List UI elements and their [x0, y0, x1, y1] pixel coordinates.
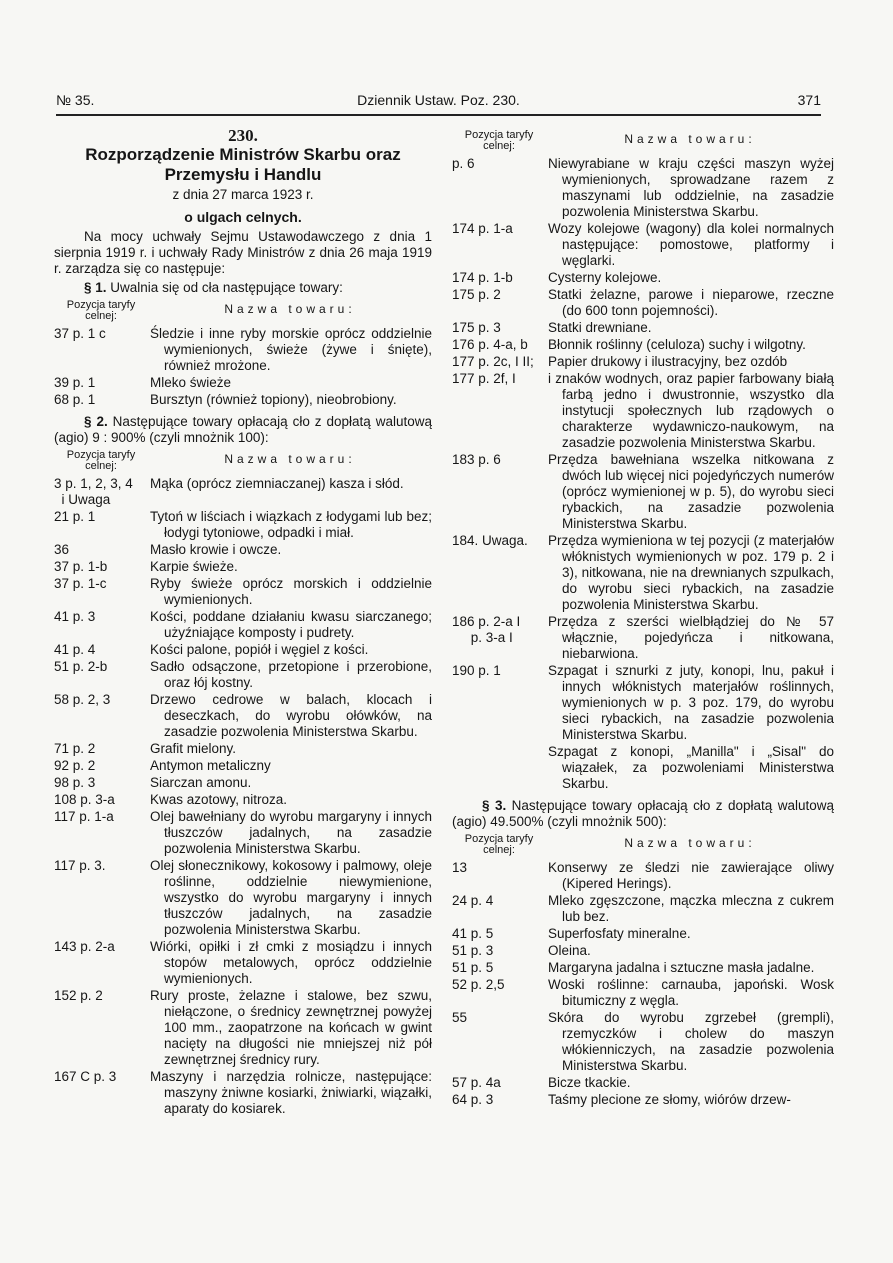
goods-name: Wozy kolejowe (wagony) dla kolei normalnych następujące: pomostowe, platformy i węglarki.: [548, 221, 834, 268]
tariff-position: 174 p. 1-b: [452, 270, 513, 285]
goods-name: Rury proste, żelazne i stalowe, bez szwu, niełączone, o średnicy zewnętrznej powyżej 100 mm., zaopatrzone na końcach w gwint nacięty na długości nie mniejszej niż pół zewnętrznej średnicy rury.: [150, 988, 432, 1067]
goods-name: Szpagat i sznurki z juty, konopi, lnu, pakuł i innych włóknistych materjałów roślinnych, wymienionych w p. 3 poz. 179, do wyrobu sieci rybackich, na zasadzie pozwolenia Ministerstwa Skarbu.: [548, 663, 834, 742]
table-row: [54, 659, 432, 691]
goods-name: Siarczan amonu.: [150, 775, 252, 790]
tariff-position: 175 p. 3: [452, 320, 501, 335]
goods-name: Olej słonecznikowy, kokosowy i palmowy, oleje roślinne, oddzielnie niewymienione, wszystko do wyrobu margaryny i innych tłuszczów jadalnych, na zasadzie pozwolenia Ministerstwa Skarbu.: [150, 858, 432, 937]
tariff-position: 55: [452, 1010, 468, 1025]
tariff-position: 13: [452, 860, 468, 875]
table-row: [54, 576, 432, 608]
goods-name: Tytoń w liściach i wiązkach z łodygami lub bez; łodygi tytoniowe, odpadki i miał.: [150, 509, 432, 540]
table-row: [54, 809, 432, 857]
tariff-position: 37 p. 1-c: [54, 576, 107, 591]
regulation-subject: o ulgach celnych.: [184, 209, 302, 225]
table-row: [452, 926, 834, 942]
table-row: [452, 663, 834, 743]
goods-name: Wiórki, opiłki i zł cmki z mosiądzu i innych stopów metalowych, oprócz oddzielnie wymienionych.: [150, 939, 432, 986]
tariff-position: 174 p. 1-a: [452, 221, 513, 236]
section-3-text: Następujące towary opłacają cło z dopłatą walutową (agio) 49.500% (czyli mnożnik 500):: [452, 798, 834, 829]
tariff-position: 176 p. 4-a, b: [452, 337, 528, 352]
goods-name: Błonnik roślinny (celuloza) suchy i wilgotny.: [548, 337, 806, 352]
table-header-name: Nazwa towaru:: [624, 132, 756, 146]
goods-name: Śledzie i inne ryby morskie oprócz oddzielnie wymienionych, świeże (żywe i śnięte), również mrożone.: [150, 326, 432, 373]
tariff-position: 51 p. 5: [452, 960, 494, 975]
table-row: [54, 375, 432, 391]
regulation-date: z dnia 27 marca 1923 r.: [172, 187, 314, 202]
goods-name: Grafit mielony.: [150, 741, 237, 756]
goods-name: Mleko zgęszczone, mączka mleczna z cukrem lub bez.: [548, 893, 834, 924]
table-header-position: Pozycja taryfy celnej:: [464, 129, 534, 152]
table-header: [54, 300, 432, 322]
table-header-position: Pozycja taryfy celnej:: [66, 449, 136, 472]
tariff-position: 152 p. 2: [54, 988, 103, 1003]
table-row: [452, 893, 834, 925]
table-row: [452, 1092, 834, 1108]
goods-name: Sadło odsączone, przetopione i przerobione, oraz łój kostny.: [150, 659, 432, 690]
section-1-text: Uwalnia się od cła następujące towary:: [110, 280, 343, 295]
table-row: [452, 371, 834, 451]
goods-name: Mleko świeże: [150, 375, 232, 390]
section-2-text: Następujące towary opłacają cło z dopłatą walutową (agio) 9 : 900% (czyli mnożnik 100):: [54, 414, 432, 445]
tariff-position: 117 p. 3.: [54, 858, 106, 873]
left-column: [54, 126, 432, 1118]
goods-name: Drzewo cedrowe w balach, klocach i deseczkach, do wyrobu ołówków, na zasadzie pozwolenia Ministerstwa Skarbu.: [150, 692, 432, 739]
tariff-position: 21 p. 1: [54, 509, 96, 524]
table-row: [54, 858, 432, 938]
tariff-position: 41 p. 4: [54, 642, 96, 657]
goods-name: Margaryna jadalna i sztuczne masła jadalne.: [548, 960, 815, 975]
goods-name: Statki żelazne, parowe i nieparowe, rzeczne (do 600 tonn pojemności).: [548, 287, 834, 318]
goods-name: Bursztyn (również topiony), nieobrobiony.: [150, 392, 397, 407]
table-row: [54, 939, 432, 987]
section-3-label: § 3.: [482, 798, 507, 813]
goods-name: Statki drewniane.: [548, 320, 652, 335]
tariff-position: 68 p. 1: [54, 392, 96, 407]
goods-name: Kości, poddane działaniu kwasu siarczanego; użyźniające komposty i pudrety.: [150, 609, 432, 640]
table-header-position: Pozycja taryfy celnej:: [66, 299, 136, 322]
continued-table: [452, 156, 834, 792]
tariff-position: 177 p. 2c, I II;: [452, 354, 534, 369]
tariff-position: 51 p. 3: [452, 943, 494, 958]
goods-name: Przędza bawełniana wszelka nitkowana z dwóch lub więcej nici pojedyńczych numerów (oprócz wymienionej w p. 5), do wyrobu sieci rybackich, na zasadzie pozwolenia Ministerstwa Skarbu.: [548, 452, 834, 531]
tariff-position: 190 p. 1: [452, 663, 501, 678]
intro-paragraph: Na mocy uchwały Sejmu Ustawodawczego z dnia 1 sierpnia 1919 r. i uchwały Rady Ministrów z dnia 26 maja 1919 r. zarządza się co następuje:: [54, 229, 432, 276]
goods-name: Woski roślinne: carnauba, japoński. Wosk bitumiczny z węgla.: [548, 977, 834, 1008]
section-3-paragraph: [452, 798, 834, 830]
table-row: [54, 792, 432, 808]
goods-name: Oleina.: [548, 943, 591, 958]
table-row: [54, 559, 432, 575]
section-3-table: [452, 860, 834, 1108]
tariff-position: 184. Uwaga.: [452, 533, 528, 548]
section-2-label: § 2.: [84, 414, 108, 429]
tariff-position: 177 p. 2f, I: [452, 371, 516, 386]
table-row: [54, 1069, 432, 1117]
goods-name: Konserwy ze śledzi nie zawierające oliwy (Kipered Herings).: [548, 860, 834, 891]
table-header: [54, 450, 432, 472]
goods-name: Mąka (oprócz ziemniaczanej) kasza i słód.: [150, 476, 404, 491]
table-row: [452, 860, 834, 892]
table-row: [452, 270, 834, 286]
table-row: [54, 476, 432, 508]
tariff-position: 117 p. 1-a: [54, 809, 114, 824]
table-header: [452, 130, 834, 152]
tariff-position: 41 p. 3: [54, 609, 96, 624]
tariff-position: 39 p. 1: [54, 375, 96, 390]
table-row: [54, 509, 432, 541]
table-row: [452, 1075, 834, 1091]
table-row: [452, 452, 834, 532]
table-row: [452, 943, 834, 959]
goods-name: Superfosfaty mineralne.: [548, 926, 691, 941]
tariff-position: 3 p. 1, 2, 3, 4 i Uwaga: [54, 476, 133, 507]
tariff-position: 41 p. 5: [452, 926, 494, 941]
table-row: [54, 642, 432, 658]
tariff-position: 108 p. 3-a: [54, 792, 115, 807]
table-row: [452, 354, 834, 370]
tariff-position: 36: [54, 542, 70, 557]
goods-name: Masło krowie i owcze.: [150, 542, 282, 557]
table-row: [54, 775, 432, 791]
table-row: [452, 614, 834, 662]
table-row: [452, 533, 834, 613]
table-row: [452, 287, 834, 319]
tariff-position: 167 C p. 3: [54, 1069, 117, 1084]
tariff-position: 37 p. 1-b: [54, 559, 108, 574]
goods-name: Cysterny kolejowe.: [548, 270, 662, 285]
table-row: [54, 609, 432, 641]
tariff-position: 183 p. 6: [452, 452, 501, 467]
section-2-table: [54, 476, 432, 1117]
section-1-label: § 1.: [84, 280, 107, 295]
table-header: [452, 834, 834, 856]
table-row: [452, 1010, 834, 1074]
tariff-position: 58 p. 2, 3: [54, 692, 111, 707]
goods-name: Skóra do wyrobu zgrzebeł (grempli), rzemyczków i cholew do maszyn włókienniczych, na zasadzie pozwolenia Ministerstwa Skarbu.: [548, 1010, 834, 1073]
tariff-position: 175 p. 2: [452, 287, 501, 302]
tariff-position: 143 p. 2-a: [54, 939, 115, 954]
tariff-position: 186 p. 2-a I p. 3-a I: [452, 614, 521, 645]
table-row: [54, 741, 432, 757]
goods-name: Karpie świeże.: [150, 559, 238, 574]
section-1-table: [54, 326, 432, 408]
position-number: 230.: [228, 126, 258, 145]
section-1-paragraph: [54, 280, 432, 296]
table-header-name: Nazwa towaru:: [224, 302, 356, 316]
goods-name: Przędza wymieniona w tej pozycji (z materjałów włóknistych wymienionych w poz. 179 p. 2 i 3), nitkowana, nie na drewnianych szpulkach, do wyrobu sieci rybackich, na zasadzie pozwolenia Ministerstwa Skarbu.: [548, 533, 834, 612]
table-header-name: Nazwa towaru:: [224, 452, 356, 466]
tariff-position: 52 p. 2,5: [452, 977, 505, 992]
tariff-position: 57 p. 4a: [452, 1075, 501, 1090]
table-row: [452, 337, 834, 353]
goods-name: Szpagat z konopi, „Manilla" i „Sisal" do wiązałek, za pozwoleniami Ministerstwa Skarbu.: [548, 744, 834, 791]
table-row: [452, 156, 834, 220]
tariff-position: 98 p. 3: [54, 775, 96, 790]
table-row: [54, 988, 432, 1068]
table-row: [54, 692, 432, 740]
goods-name: Taśmy plecione ze słomy, wiórów drzew-: [548, 1092, 791, 1107]
table-header-position: Pozycja taryfy celnej:: [464, 833, 534, 856]
table-row: [54, 326, 432, 374]
tariff-position: 64 p. 3: [452, 1092, 494, 1107]
tariff-position: 92 p. 2: [54, 758, 96, 773]
goods-name: Bicze tkackie.: [548, 1075, 631, 1090]
table-row: [452, 960, 834, 976]
issue-number: № 35.: [56, 92, 95, 108]
table-row: [54, 542, 432, 558]
goods-name: i znaków wodnych, oraz papier farbowany białą farbą jedno i dwustronnie, wszystko dla instytucji społecznych lub rządowych o charakterze wydawniczo-naukowym, na zasadzie pozwolenia Ministerstwa Skarbu.: [548, 371, 834, 450]
right-column: [452, 130, 834, 1109]
journal-title: Dziennik Ustaw. Poz. 230.: [357, 92, 520, 108]
goods-name: Olej bawełniany do wyrobu margaryny i innych tłuszczów jadalnych, na zasadzie pozwolenia Ministerstwa Skarbu.: [150, 809, 432, 856]
table-row: [452, 744, 834, 792]
table-row: [54, 392, 432, 408]
section-2-paragraph: [54, 414, 432, 446]
page-header: [56, 92, 821, 110]
header-rule: [56, 114, 821, 116]
goods-name: Kwas azotowy, nitroza.: [150, 792, 288, 807]
tariff-position: p. 6: [452, 156, 475, 171]
table-row: [452, 221, 834, 269]
goods-name: Papier drukowy i ilustracyjny, bez ozdób: [548, 354, 788, 369]
goods-name: Kości palone, popiół i węgiel z kości.: [150, 642, 369, 657]
tariff-position: 37 p. 1 c: [54, 326, 106, 341]
tariff-position: 51 p. 2-b: [54, 659, 108, 674]
table-row: [452, 320, 834, 336]
table-header-name: Nazwa towaru:: [624, 836, 756, 850]
goods-name: Ryby świeże oprócz morskich i oddzielnie wymienionych.: [150, 576, 432, 607]
goods-name: Antymon metaliczny: [150, 758, 271, 773]
goods-name: Niewyrabiane w kraju części maszyn wyżej wymienionych, sprowadzane razem z maszynami lub oddzielnie, na zasadzie pozwolenia Ministerstwa Skarbu.: [548, 156, 834, 219]
page-number: 371: [797, 92, 821, 108]
regulation-title: Rozporządzenie Ministrów Skarbu oraz Przemysłu i Handlu: [85, 145, 401, 184]
goods-name: Przędza z szerści wielbłądziej do № 57 włącznie, pojedyńcza i nitkowana, niebarwiona.: [548, 614, 834, 661]
table-row: [452, 977, 834, 1009]
tariff-position: 24 p. 4: [452, 893, 494, 908]
tariff-position: [452, 744, 548, 792]
tariff-position: 71 p. 2: [54, 741, 96, 756]
goods-name: Maszyny i narzędzia rolnicze, następujące: maszyny żniwne kosiarki, żniwiarki, wiązałki, aparaty do kosiarek.: [150, 1069, 432, 1116]
table-row: [54, 758, 432, 774]
